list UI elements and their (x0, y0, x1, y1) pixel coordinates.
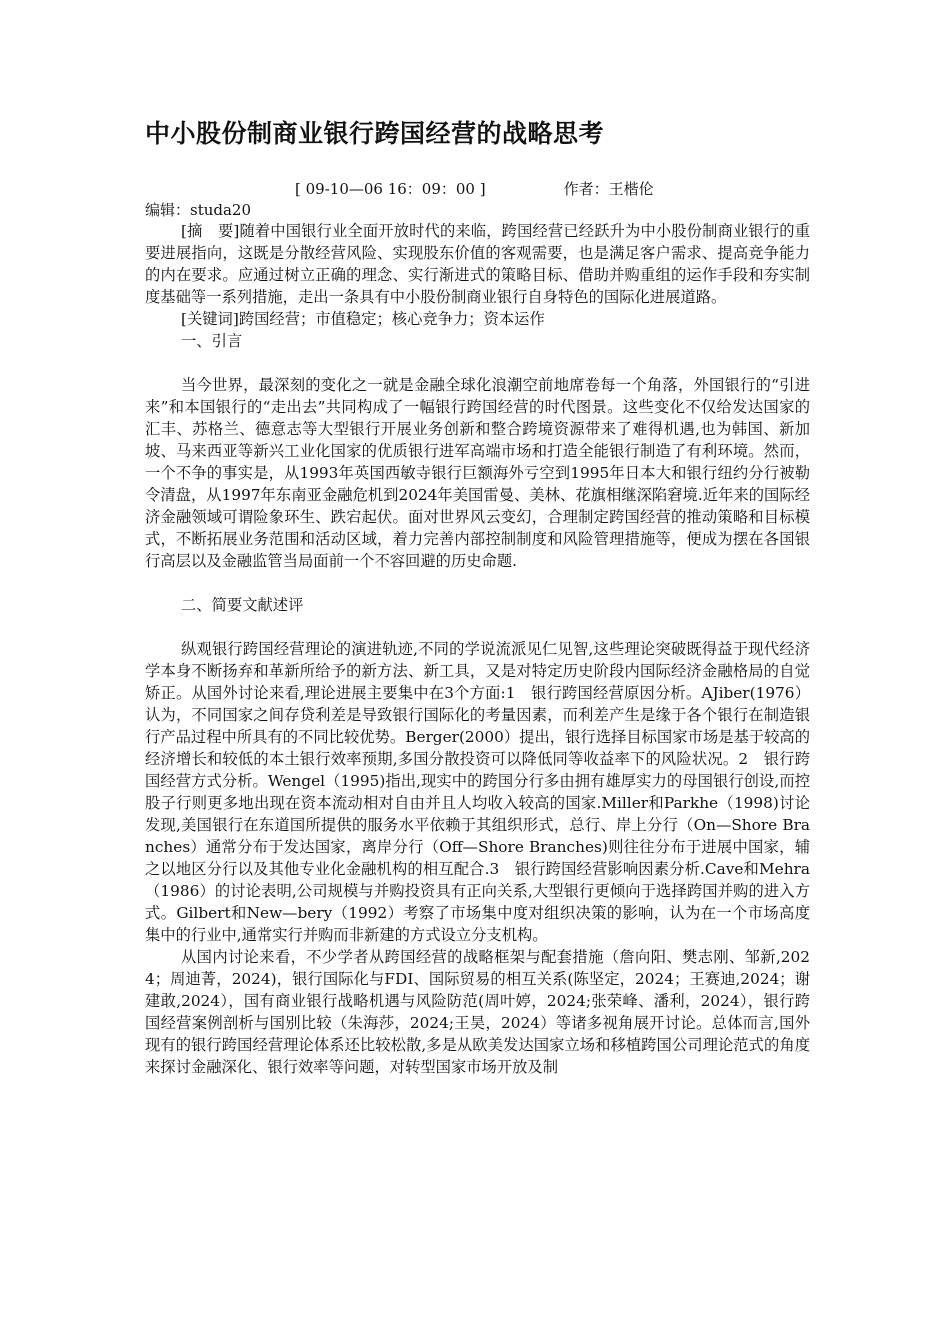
section-1-paragraph: 当今世界，最深刻的变化之一就是金融全球化浪潮空前地席卷每一个角落，外国银行的“引进来”和本国银行的“走出去”共同构成了一幅银行跨国经营的时代图景。这些变化不仅给发达国家的汇丰、苏格兰、德意志等大型银行开展业务创新和整合跨境资源带来了难得机遇,也为韩国、新加坡、马来西亚等新兴工业化国家的优质银行进军高端市场和打造全能银行制造了有利环境。然而，一个不争的事实是，从1993年英国西敏寺银行巨额海外亏空到1995年日本大和银行纽约分行被勒令清盘，从1997年东南亚金融危机到2024年美国雷曼、美林、花旗相继深陷窘境.近年来的国际经济金融领域可谓险象环生、跌宕起伏。面对世界风云变幻，合理制定跨国经营的推动策略和目标模式，不断拓展业务范围和活动区域，着力完善内部控制制度和风险管理措施等，便成为摆在各国银行高层以及金融监管当局面前一个不容回避的历史命题. (145, 376, 810, 570)
publish-timestamp: [ 09-10—06 16：09：00 ] (295, 180, 486, 198)
blank-line (145, 616, 810, 638)
section-2-paragraph-1: 纵观银行跨国经营理论的演进轨迹,不同的学说流派见仁见智,这些理论突破既得益于现代经济学本身不断扬弃和革新所给予的新方法、新工具，又是对特定历史阶段内国际经济金融格局的自觉矫正。从国外讨论来看,理论进展主要集中在3个方面:1 银行跨国经营原因分析。AJiber(1976）认为，不同国家之间存贷利差是导致银行国际化的考量因素，而利差产生是缘于各个银行在制造银行产品过程中所具有的不同比较优势。Berger(2000）提出，银行选择目标国家市场是基于较高的经济增长和较低的本土银行效率预期,多国分散投资可以降低同等收益率下的风险状况。2 银行跨国经营方式分析。Wengel（1995)指出,现实中的跨国分行多由拥有雄厚实力的母国银行创设,而控股子行则更多地出现在资本流动相对自由并且人均收入较高的国家.Miller和Parkhe（1998)讨论发现,美国银行在东道国所提供的服务水平依赖于其组织形式，总行、岸上分行（On—Shore Branches）通常分布于发达国家，离岸分行（Off—Shore Branches)则往往分布于进展中国家，辅之以地区分行以及其他专业化金融机构的相互配合.3 银行跨国经营影响因素分析.Cave和Mehra（1986）的讨论表明,公司规模与并购投资具有正向关系,大型银行更倾向于选择跨国并购的进入方式。Gilbert和New—bery（1992）考察了市场集中度对组织决策的影响，认为在一个市场高度集中的行业中,通常实行并购而非新建的方式设立分支机构。 (145, 640, 810, 944)
blank-line (145, 572, 810, 594)
document-page (145, 112, 810, 1078)
article-title: 中小股份制商业银行跨国经营的战略思考 (145, 119, 605, 148)
abstract-paragraph: [摘 要]随着中国银行业全面开放时代的来临，跨国经营已经跃升为中小股份制商业银行的重要进展指向，这既是分散经营风险、实现股东价值的客观需要，也是满足客户需求、提高竞争能力的内在要求。应通过树立正确的理念、实行渐进式的策略目标、借助并购重组的运作手段和夯实制度基础等一系列措施，走出一条具有中小股份制商业银行自身特色的国际化进展道路。 (145, 222, 810, 306)
section-2-paragraph-2: 从国内讨论来看，不少学者从跨国经营的战略框架与配套措施（詹向阳、樊志刚、邹新,2024；周迪菁，2024)，银行国际化与FDI、国际贸易的相互关系(陈坚定，2024；王赛迪,2024；谢建敢,2024），国有商业银行战略机遇与风险防范(周叶婷，2024;张荣峰、潘利，2024），银行跨国经营案例剖析与国别比较（朱海莎，2024;王昊，2024）等诸多视角展开讨论。总体而言,国外现有的银行跨国经营理论体系还比较松散,多是从欧美发达国家立场和移植跨国公司理论范式的角度来探讨金融深化、银行效率等问题，对转型国家市场开放及制 (145, 948, 810, 1076)
article-author: 作者：王楷伦 (563, 180, 654, 198)
section-1-heading: 一、引言 (181, 332, 243, 350)
section-2-heading: 二、简要文献述评 (181, 596, 304, 614)
article-meta (145, 178, 810, 200)
keywords-paragraph: [关键词]跨国经营；市值稳定；核心竞争力；资本运作 (181, 310, 545, 328)
article-editor: 编辑：studa20 (145, 201, 252, 219)
blank-line (145, 352, 810, 374)
